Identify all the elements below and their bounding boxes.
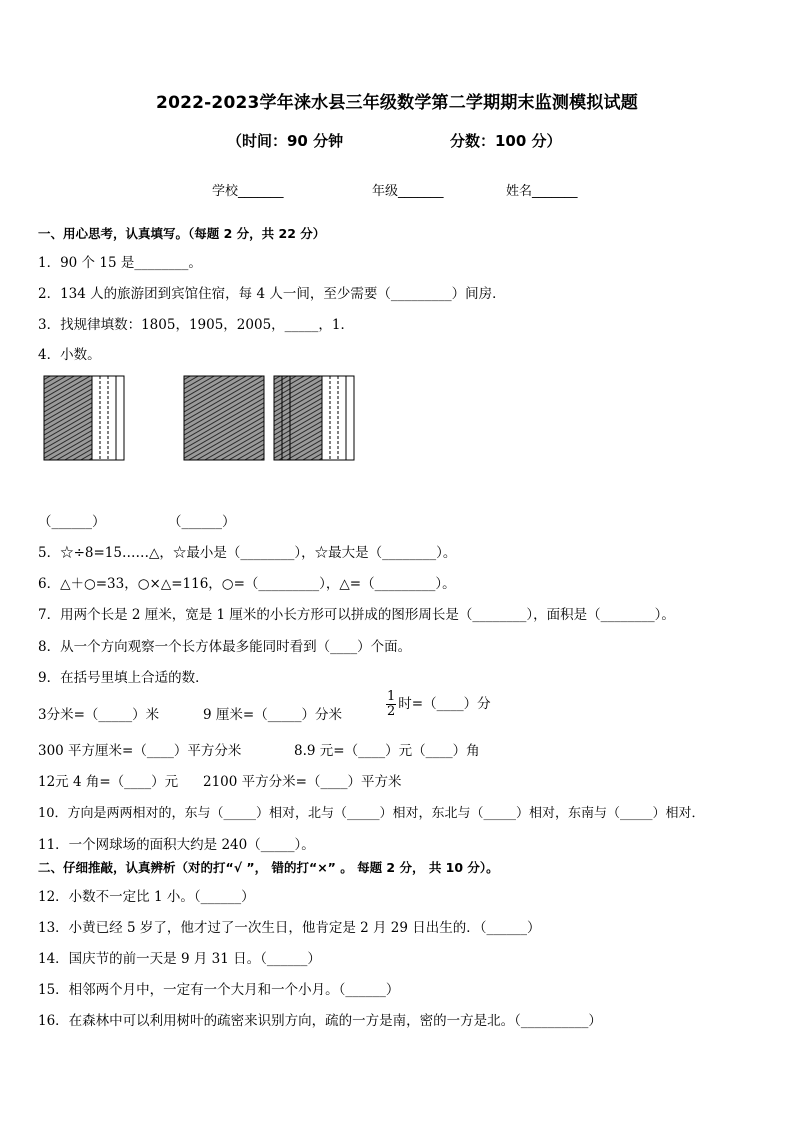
question-1: 1．90 个 15 是________。 [38, 255, 202, 271]
question-9g: 2100 平方分米=（____）平方米 [203, 774, 402, 790]
question-9d: 300 平方厘米=（____）平方分米 [38, 743, 242, 759]
question-9a: 3分米=（_____）米 [38, 707, 160, 723]
decimal-figure-2-right [273, 375, 355, 461]
question-9e: 8.9 元=（____）元（____）角 [294, 743, 480, 759]
school-field: 学校_______ [212, 184, 284, 199]
question-9f: 12元 4 角=（____）元 [38, 774, 179, 790]
decimal-figure-2-left [183, 375, 265, 461]
question-7: 7．用两个长是 2 厘米，宽是 1 厘米的小长方形可以拼成的图形周长是（________），面积是（________）。 [38, 607, 675, 623]
question-16: 16．在森林中可以利用树叶的疏密来识别方向，疏的一方是南，密的一方是北。（__________） [38, 1013, 602, 1029]
decimal-figure-1 [43, 375, 125, 461]
grade-field: 年级_______ [372, 184, 444, 199]
question-11: 11．一个网球场的面积大约是 240（_____）。 [38, 837, 315, 853]
question-3: 3．找规律填数：1805，1905，2005，_____，1． [38, 317, 354, 333]
question-5: 5．☆÷8=15……△，☆最小是（________），☆最大是（________）。 [38, 545, 457, 561]
figure-1-answer: （______） [38, 514, 106, 530]
question-10: 10．方向是两两相对的，东与（_____）相对，北与（_____）相对，东北与（_____）相对，东南与（_____）相对． [38, 806, 705, 821]
section-1-heading: 一、用心思考，认真填写。（每题 2 分，共 22 分） [38, 226, 326, 241]
half-fraction [386, 690, 396, 719]
question-9c-rest: 时=（____）分 [398, 696, 491, 712]
question-8: 8．从一个方向观察一个长方体最多能同时看到（____）个面。 [38, 639, 412, 655]
question-9b: 9 厘米=（_____）分米 [203, 707, 342, 723]
name-field: 姓名_______ [506, 184, 578, 199]
question-4: 4．小数。 [38, 347, 101, 363]
question-12: 12．小数不一定比 1 小。（______） [38, 889, 255, 905]
figure-2-answer: （______） [168, 514, 236, 530]
exam-time: （时间：90 分钟 [227, 132, 344, 150]
question-13: 13．小黄已经 5 岁了，他才过了一次生日，他肯定是 2 月 29 日出生的．（______） [38, 920, 541, 936]
question-2: 2．134 人的旅游团到宾馆住宿，每 4 人一间，至少需要（_________）间房． [38, 286, 506, 302]
fraction-denominator: 2 [387, 704, 396, 719]
exam-score: 分数：100 分） [450, 132, 562, 150]
question-14: 14．国庆节的前一天是 9 月 31 日。（______） [38, 951, 321, 967]
question-9: 9．在括号里填上合适的数． [38, 670, 209, 686]
question-15: 15．相邻两个月中，一定有一个大月和一个小月。（______） [38, 982, 400, 998]
fraction-numerator: 1 [387, 689, 396, 704]
page-title: 2022-2023学年涞水县三年级数学第二学期期末监测模拟试题 [156, 93, 638, 113]
question-6: 6．△＋○=33，○×△=116，○=（_________），△=（_________）。 [38, 576, 456, 592]
question-9c [384, 690, 491, 719]
section-2-heading: 二、仔细推敲，认真辨析（对的打“√ ”， 错的打“×” 。 每题 2 分， 共 10 分）。 [38, 860, 499, 875]
